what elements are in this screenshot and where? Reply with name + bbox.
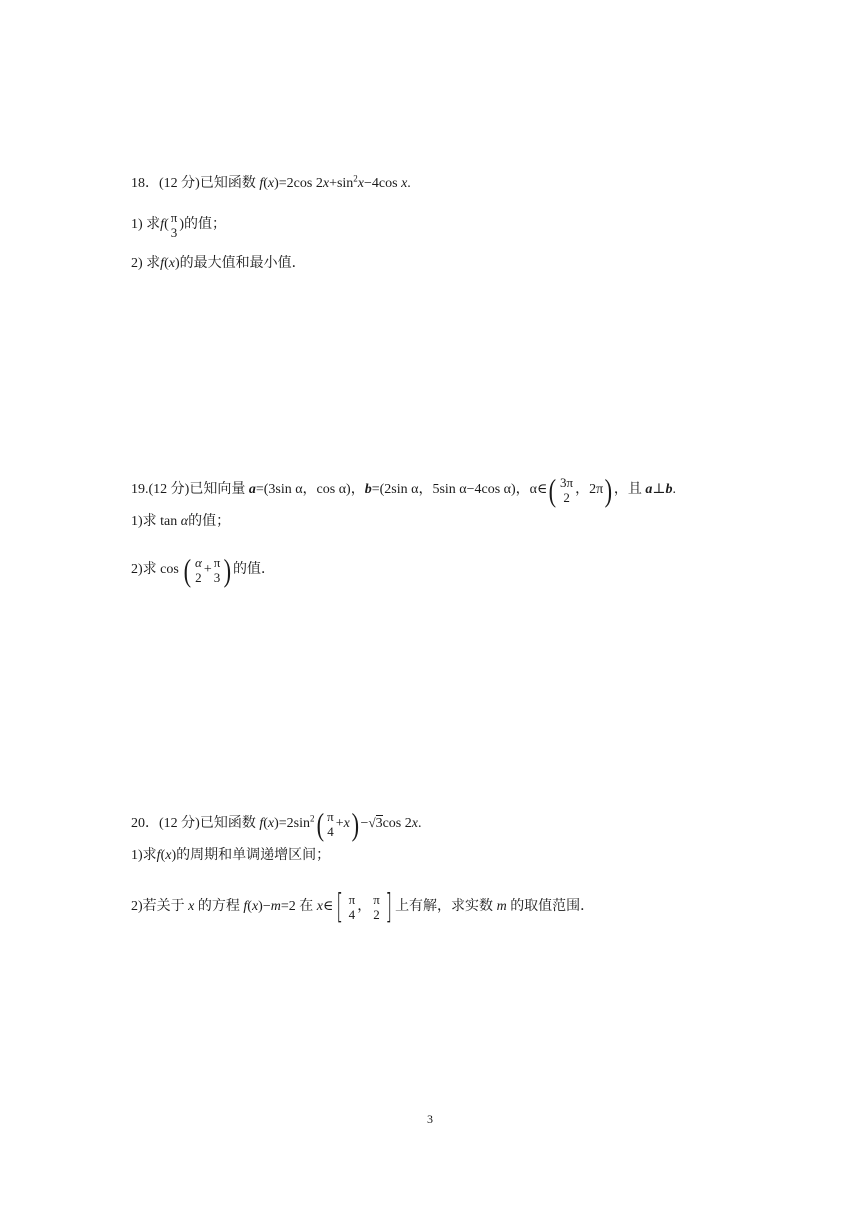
- fraction: π 3: [170, 210, 178, 240]
- fraction: π 4: [348, 892, 356, 922]
- q18-stem: 18．(12 分)已知函数 f(x)=2cos $2x+\sin^2x-4\cos$ x.: [131, 173, 411, 191]
- page-number: 3: [427, 1112, 433, 1126]
- q19-part2: 2)求 cos ( α 2 + π 3 ) 的值．: [131, 552, 275, 588]
- q20-part2: 2)若关于 x 的方程 f(x)−m=2 在 x∈[ π 4 ， π 2 ] 上有解，求实数 m 的取值范围．: [131, 887, 595, 927]
- fraction: π 2: [373, 892, 380, 922]
- q18-part1: 1) 求f( π 3 )的值；: [131, 210, 226, 240]
- sqrt-sign: √: [368, 815, 376, 831]
- fraction: π 3: [213, 555, 221, 585]
- fraction: 3π 2: [560, 475, 574, 505]
- q20-stem: 20．(12 分)已知函数 $f(x)=2\sin^2$( π 4 +x) −√3cos 2x.: [131, 806, 422, 842]
- q19-stem: 19.(12 分)已知向量 a=(3sin α，cos α)，b=(2sin α，5sin α−4cos α)，α∈( 3π 2 ，2π) ，且 a⊥b.: [131, 472, 677, 508]
- q18-part2: 2) 求f(x)的最大值和最小值．: [131, 256, 306, 271]
- q19-part1: 1)求 tan α的值；: [131, 514, 231, 529]
- fraction: α 2: [194, 555, 202, 585]
- fraction: π 4: [327, 809, 334, 839]
- q20-part1: 1)求f(x)的周期和单调递增区间；: [131, 848, 331, 863]
